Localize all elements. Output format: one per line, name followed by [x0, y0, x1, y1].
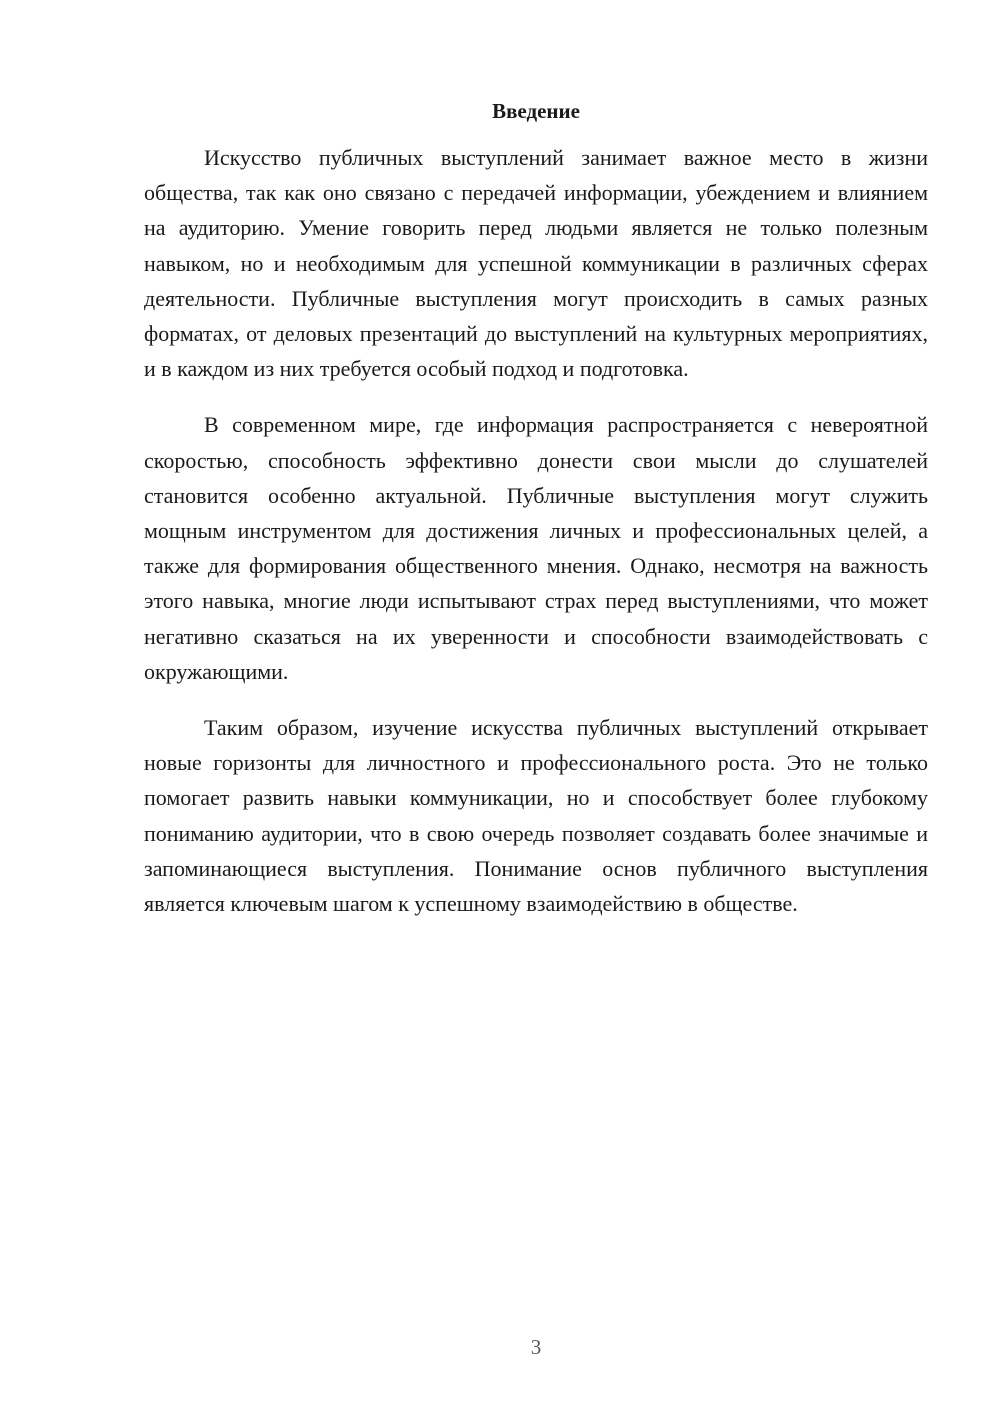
paragraph-1: Искусство публичных выступлений занимает важное место в жизни общества, так как оно связано с передачей информации, убеждением и влиянием на аудиторию. Умение говорить перед людьми является не только полезным навыком, но и необходимым для успешной коммуникации в различных сферах деятельности. Публичные выступления могут происходить в самых разных форматах, от деловых презентаций до выступлений на культурных мероприятиях, и в каждом из них требуется особый подход и подготовка. [144, 145, 928, 382]
paragraph-2: В современном мире, где информация распространяется с невероятной скоростью, способность эффективно донести свои мысли до слушателей становится особенно актуальной. Публичные выступления могут служить мощным инструментом для достижения личных и профессиональных целей, а также для формирования общественного мнения. Однако, несмотря на важность этого навыка, многие люди испытывают страх перед выступлениями, что может негативно сказаться на их уверенности и способности взаимодействовать с окружающими. [144, 412, 928, 684]
page-number: 3 [530, 1335, 542, 1359]
paragraph-3: Таким образом, изучение искусства публичных выступлений открывает новые горизонты для личностного и профессионального роста. Это не только помогает развить навыки коммуникации, но и способствует более глубокому пониманию аудитории, что в свою очередь позволяет создавать более значимые и запоминающиеся выступления. Понимание основ публичного выступления является ключевым шагом к успешному взаимодействию в обществе. [144, 715, 928, 917]
body-text [144, 140, 928, 921]
section-title: Введение [492, 99, 580, 123]
